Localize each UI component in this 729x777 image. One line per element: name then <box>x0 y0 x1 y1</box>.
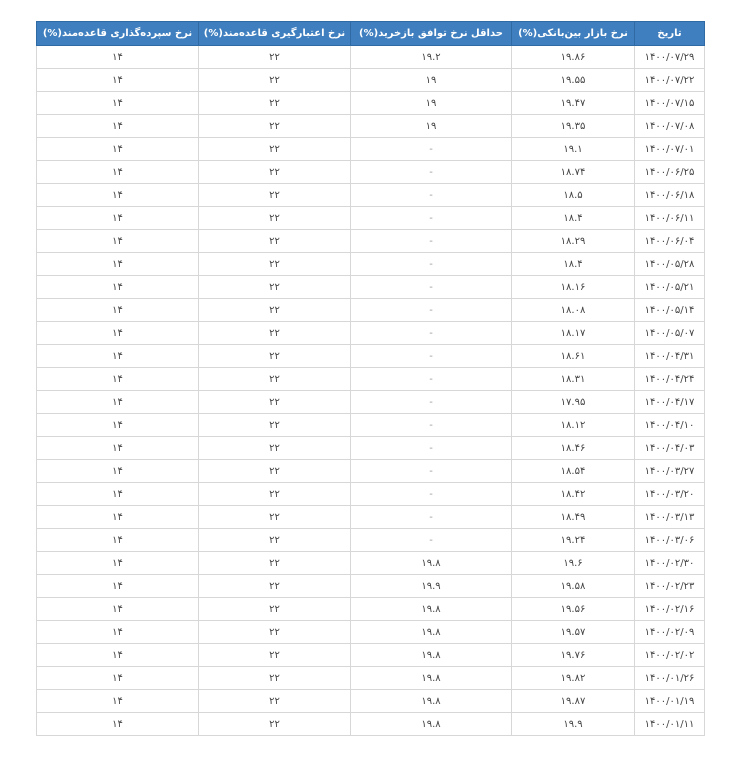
table-row <box>37 161 705 184</box>
cell-deposit-facility-rate: ۱۴ <box>37 230 199 253</box>
cell-min-repo-rate: - <box>351 506 512 529</box>
table-row <box>37 69 705 92</box>
cell-interbank-rate: ۱۸.۰۸ <box>512 299 635 322</box>
cell-lending-facility-rate: ۲۲ <box>199 460 351 483</box>
cell-lending-facility-rate: ۲۲ <box>199 92 351 115</box>
cell-interbank-rate: ۱۹.۲۴ <box>512 529 635 552</box>
cell-deposit-facility-rate: ۱۴ <box>37 506 199 529</box>
cell-lending-facility-rate: ۲۲ <box>199 414 351 437</box>
cell-interbank-rate: ۱۸.۱۲ <box>512 414 635 437</box>
header-row <box>37 22 705 46</box>
cell-interbank-rate: ۱۹.۳۵ <box>512 115 635 138</box>
cell-interbank-rate: ۱۸.۲۹ <box>512 230 635 253</box>
cell-date: ۱۴۰۰/۰۲/۲۳ <box>635 575 705 598</box>
cell-deposit-facility-rate: ۱۴ <box>37 437 199 460</box>
cell-deposit-facility-rate: ۱۴ <box>37 644 199 667</box>
table-row <box>37 598 705 621</box>
cell-interbank-rate: ۱۹.۶ <box>512 552 635 575</box>
cell-date: ۱۴۰۰/۰۴/۱۰ <box>635 414 705 437</box>
cell-lending-facility-rate: ۲۲ <box>199 506 351 529</box>
cell-lending-facility-rate: ۲۲ <box>199 115 351 138</box>
cell-min-repo-rate: - <box>351 207 512 230</box>
cell-lending-facility-rate: ۲۲ <box>199 46 351 69</box>
cell-deposit-facility-rate: ۱۴ <box>37 483 199 506</box>
cell-interbank-rate: ۱۸.۴ <box>512 207 635 230</box>
cell-deposit-facility-rate: ۱۴ <box>37 46 199 69</box>
cell-interbank-rate: ۱۹.۵۷ <box>512 621 635 644</box>
table-header <box>37 22 705 46</box>
table-row <box>37 138 705 161</box>
cell-lending-facility-rate: ۲۲ <box>199 644 351 667</box>
header-min-repo-rate[interactable]: حداقل نرخ توافق بازخرید(%) <box>351 22 512 46</box>
table-row <box>37 253 705 276</box>
table-body <box>37 46 705 736</box>
cell-interbank-rate: ۱۹.۴۷ <box>512 92 635 115</box>
cell-interbank-rate: ۱۸.۴۶ <box>512 437 635 460</box>
cell-lending-facility-rate: ۲۲ <box>199 391 351 414</box>
cell-deposit-facility-rate: ۱۴ <box>37 529 199 552</box>
cell-min-repo-rate: ۱۹.۹ <box>351 575 512 598</box>
cell-interbank-rate: ۱۹.۸۷ <box>512 690 635 713</box>
rates-table <box>36 21 705 736</box>
cell-date: ۱۴۰۰/۰۶/۰۴ <box>635 230 705 253</box>
cell-lending-facility-rate: ۲۲ <box>199 322 351 345</box>
cell-date: ۱۴۰۰/۰۳/۱۳ <box>635 506 705 529</box>
cell-min-repo-rate: - <box>351 276 512 299</box>
cell-deposit-facility-rate: ۱۴ <box>37 391 199 414</box>
cell-date: ۱۴۰۰/۰۱/۲۶ <box>635 667 705 690</box>
table-row <box>37 644 705 667</box>
cell-min-repo-rate: ۱۹.۸ <box>351 598 512 621</box>
table-row <box>37 299 705 322</box>
cell-deposit-facility-rate: ۱۴ <box>37 690 199 713</box>
cell-deposit-facility-rate: ۱۴ <box>37 207 199 230</box>
table-row <box>37 322 705 345</box>
cell-interbank-rate: ۱۸.۴ <box>512 253 635 276</box>
cell-interbank-rate: ۱۹.۱ <box>512 138 635 161</box>
cell-interbank-rate: ۱۹.۵۸ <box>512 575 635 598</box>
cell-min-repo-rate: ۱۹.۸ <box>351 644 512 667</box>
cell-min-repo-rate: - <box>351 230 512 253</box>
cell-interbank-rate: ۱۹.۸۲ <box>512 667 635 690</box>
cell-interbank-rate: ۱۸.۷۴ <box>512 161 635 184</box>
table-row <box>37 184 705 207</box>
table-row <box>37 207 705 230</box>
cell-deposit-facility-rate: ۱۴ <box>37 552 199 575</box>
table-row <box>37 552 705 575</box>
cell-min-repo-rate: - <box>351 299 512 322</box>
header-lending-facility-rate[interactable]: نرخ اعتبارگیری قاعده‌مند(%) <box>199 22 351 46</box>
cell-min-repo-rate: - <box>351 161 512 184</box>
cell-interbank-rate: ۱۸.۶۱ <box>512 345 635 368</box>
cell-min-repo-rate: - <box>351 460 512 483</box>
cell-lending-facility-rate: ۲۲ <box>199 598 351 621</box>
table-row <box>37 483 705 506</box>
table-row <box>37 276 705 299</box>
cell-date: ۱۴۰۰/۰۵/۱۴ <box>635 299 705 322</box>
cell-interbank-rate: ۱۸.۵ <box>512 184 635 207</box>
table-row <box>37 460 705 483</box>
cell-min-repo-rate: - <box>351 138 512 161</box>
cell-min-repo-rate: - <box>351 483 512 506</box>
cell-date: ۱۴۰۰/۰۵/۲۸ <box>635 253 705 276</box>
cell-deposit-facility-rate: ۱۴ <box>37 575 199 598</box>
cell-lending-facility-rate: ۲۲ <box>199 713 351 736</box>
cell-lending-facility-rate: ۲۲ <box>199 276 351 299</box>
cell-min-repo-rate: - <box>351 437 512 460</box>
cell-lending-facility-rate: ۲۲ <box>199 138 351 161</box>
cell-interbank-rate: ۱۹.۸۶ <box>512 46 635 69</box>
cell-interbank-rate: ۱۸.۳۱ <box>512 368 635 391</box>
cell-date: ۱۴۰۰/۰۲/۰۲ <box>635 644 705 667</box>
header-deposit-facility-rate[interactable]: نرخ سپرده‌گذاری قاعده‌مند(%) <box>37 22 199 46</box>
cell-deposit-facility-rate: ۱۴ <box>37 115 199 138</box>
cell-deposit-facility-rate: ۱۴ <box>37 161 199 184</box>
cell-deposit-facility-rate: ۱۴ <box>37 138 199 161</box>
cell-date: ۱۴۰۰/۰۴/۲۴ <box>635 368 705 391</box>
table-row <box>37 115 705 138</box>
cell-lending-facility-rate: ۲۲ <box>199 552 351 575</box>
header-interbank-rate[interactable]: نرخ بازار بین‌بانکی(%) <box>512 22 635 46</box>
cell-date: ۱۴۰۰/۰۳/۰۶ <box>635 529 705 552</box>
cell-date: ۱۴۰۰/۰۴/۳۱ <box>635 345 705 368</box>
cell-lending-facility-rate: ۲۲ <box>199 368 351 391</box>
cell-min-repo-rate: - <box>351 391 512 414</box>
cell-lending-facility-rate: ۲۲ <box>199 529 351 552</box>
cell-date: ۱۴۰۰/۰۲/۱۶ <box>635 598 705 621</box>
cell-deposit-facility-rate: ۱۴ <box>37 299 199 322</box>
cell-interbank-rate: ۱۸.۱۶ <box>512 276 635 299</box>
cell-date: ۱۴۰۰/۰۶/۱۱ <box>635 207 705 230</box>
table-row <box>37 690 705 713</box>
cell-lending-facility-rate: ۲۲ <box>199 483 351 506</box>
cell-min-repo-rate: ۱۹.۸ <box>351 667 512 690</box>
table-row <box>37 46 705 69</box>
header-date[interactable]: تاریخ <box>635 22 705 46</box>
cell-deposit-facility-rate: ۱۴ <box>37 322 199 345</box>
cell-deposit-facility-rate: ۱۴ <box>37 69 199 92</box>
cell-date: ۱۴۰۰/۰۵/۰۷ <box>635 322 705 345</box>
cell-interbank-rate: ۱۹.۷۶ <box>512 644 635 667</box>
cell-date: ۱۴۰۰/۰۶/۱۸ <box>635 184 705 207</box>
cell-date: ۱۴۰۰/۰۷/۲۹ <box>635 46 705 69</box>
cell-date: ۱۴۰۰/۰۷/۰۸ <box>635 115 705 138</box>
cell-lending-facility-rate: ۲۲ <box>199 207 351 230</box>
table-row <box>37 506 705 529</box>
cell-lending-facility-rate: ۲۲ <box>199 230 351 253</box>
table-row <box>37 414 705 437</box>
cell-date: ۱۴۰۰/۰۷/۰۱ <box>635 138 705 161</box>
cell-min-repo-rate: ۱۹.۸ <box>351 690 512 713</box>
table-row <box>37 575 705 598</box>
cell-deposit-facility-rate: ۱۴ <box>37 253 199 276</box>
cell-lending-facility-rate: ۲۲ <box>199 437 351 460</box>
table-row <box>37 621 705 644</box>
cell-deposit-facility-rate: ۱۴ <box>37 345 199 368</box>
cell-interbank-rate: ۱۸.۵۴ <box>512 460 635 483</box>
rates-table-container <box>36 21 704 736</box>
cell-min-repo-rate: ۱۹.۸ <box>351 713 512 736</box>
cell-interbank-rate: ۱۸.۱۷ <box>512 322 635 345</box>
cell-lending-facility-rate: ۲۲ <box>199 575 351 598</box>
cell-deposit-facility-rate: ۱۴ <box>37 598 199 621</box>
cell-min-repo-rate: ۱۹ <box>351 115 512 138</box>
cell-min-repo-rate: - <box>351 529 512 552</box>
cell-deposit-facility-rate: ۱۴ <box>37 667 199 690</box>
cell-deposit-facility-rate: ۱۴ <box>37 184 199 207</box>
cell-min-repo-rate: - <box>351 414 512 437</box>
cell-date: ۱۴۰۰/۰۴/۱۷ <box>635 391 705 414</box>
cell-min-repo-rate: ۱۹ <box>351 92 512 115</box>
table-row <box>37 92 705 115</box>
cell-lending-facility-rate: ۲۲ <box>199 253 351 276</box>
cell-deposit-facility-rate: ۱۴ <box>37 368 199 391</box>
cell-date: ۱۴۰۰/۰۶/۲۵ <box>635 161 705 184</box>
cell-interbank-rate: ۱۷.۹۵ <box>512 391 635 414</box>
cell-date: ۱۴۰۰/۰۲/۳۰ <box>635 552 705 575</box>
cell-deposit-facility-rate: ۱۴ <box>37 276 199 299</box>
cell-lending-facility-rate: ۲۲ <box>199 299 351 322</box>
cell-deposit-facility-rate: ۱۴ <box>37 460 199 483</box>
cell-lending-facility-rate: ۲۲ <box>199 621 351 644</box>
cell-min-repo-rate: ۱۹.۸ <box>351 552 512 575</box>
cell-date: ۱۴۰۰/۰۵/۲۱ <box>635 276 705 299</box>
cell-lending-facility-rate: ۲۲ <box>199 690 351 713</box>
cell-deposit-facility-rate: ۱۴ <box>37 92 199 115</box>
cell-date: ۱۴۰۰/۰۴/۰۳ <box>635 437 705 460</box>
cell-date: ۱۴۰۰/۰۲/۰۹ <box>635 621 705 644</box>
table-row <box>37 713 705 736</box>
table-row <box>37 368 705 391</box>
cell-min-repo-rate: - <box>351 253 512 276</box>
cell-interbank-rate: ۱۹.۹ <box>512 713 635 736</box>
cell-lending-facility-rate: ۲۲ <box>199 345 351 368</box>
table-row <box>37 667 705 690</box>
cell-deposit-facility-rate: ۱۴ <box>37 414 199 437</box>
cell-interbank-rate: ۱۸.۴۹ <box>512 506 635 529</box>
cell-interbank-rate: ۱۹.۵۵ <box>512 69 635 92</box>
cell-interbank-rate: ۱۸.۴۲ <box>512 483 635 506</box>
cell-date: ۱۴۰۰/۰۳/۲۷ <box>635 460 705 483</box>
cell-date: ۱۴۰۰/۰۷/۲۲ <box>635 69 705 92</box>
cell-date: ۱۴۰۰/۰۷/۱۵ <box>635 92 705 115</box>
cell-min-repo-rate: - <box>351 345 512 368</box>
table-row <box>37 230 705 253</box>
cell-date: ۱۴۰۰/۰۱/۱۹ <box>635 690 705 713</box>
cell-deposit-facility-rate: ۱۴ <box>37 713 199 736</box>
cell-min-repo-rate: ۱۹.۲ <box>351 46 512 69</box>
table-row <box>37 391 705 414</box>
cell-date: ۱۴۰۰/۰۱/۱۱ <box>635 713 705 736</box>
cell-min-repo-rate: - <box>351 322 512 345</box>
cell-deposit-facility-rate: ۱۴ <box>37 621 199 644</box>
cell-lending-facility-rate: ۲۲ <box>199 161 351 184</box>
cell-lending-facility-rate: ۲۲ <box>199 69 351 92</box>
table-row <box>37 437 705 460</box>
table-row <box>37 345 705 368</box>
cell-min-repo-rate: ۱۹.۸ <box>351 621 512 644</box>
cell-lending-facility-rate: ۲۲ <box>199 667 351 690</box>
cell-date: ۱۴۰۰/۰۳/۲۰ <box>635 483 705 506</box>
cell-min-repo-rate: ۱۹ <box>351 69 512 92</box>
table-row <box>37 529 705 552</box>
cell-min-repo-rate: - <box>351 184 512 207</box>
cell-min-repo-rate: - <box>351 368 512 391</box>
cell-lending-facility-rate: ۲۲ <box>199 184 351 207</box>
cell-interbank-rate: ۱۹.۵۶ <box>512 598 635 621</box>
